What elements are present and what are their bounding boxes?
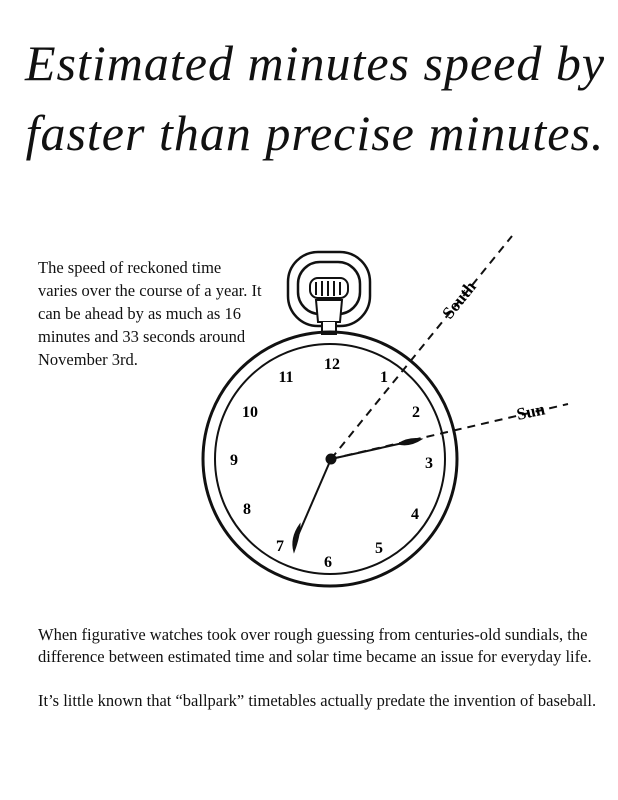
title-line-1: Estimated minutes speed by xyxy=(24,35,606,91)
intro-text: The speed of reckoned time varies over the course of a year. It can be ahead by as much as 16 minutes and 33 seconds around November 3rd. xyxy=(38,258,262,369)
footer-paragraph-1: When figurative watches took over rough guessing from centuries-old sundials, the difference between estimated time and solar time became an issue for everyday life. xyxy=(38,625,592,666)
footer-paragraph-2: It’s little known that “ballpark” timetables actually predate the invention of baseball. xyxy=(38,691,597,710)
numeral-5: 5 xyxy=(375,540,383,557)
numeral-10: 10 xyxy=(242,404,258,421)
numeral-11: 11 xyxy=(278,369,294,386)
numeral-4: 4 xyxy=(411,506,419,523)
numeral-12: 12 xyxy=(324,356,340,373)
numeral-9: 9 xyxy=(230,452,238,469)
numeral-8: 8 xyxy=(243,501,251,518)
numeral-6: 6 xyxy=(324,554,332,571)
numeral-3: 3 xyxy=(425,455,433,472)
numeral-2: 2 xyxy=(412,404,420,421)
numeral-1: 1 xyxy=(380,369,388,386)
hour-hand-tip xyxy=(398,439,422,445)
hand-pivot xyxy=(326,454,336,464)
minute-hand xyxy=(296,459,331,540)
title-line-2: faster than precise minutes. xyxy=(25,105,605,161)
minute-hand-tip xyxy=(293,524,300,552)
sun-label: Sun xyxy=(514,399,547,424)
numeral-7: 7 xyxy=(276,538,284,555)
footer-text xyxy=(38,624,598,734)
watch-hands xyxy=(293,439,422,552)
south-label: South xyxy=(438,277,480,323)
